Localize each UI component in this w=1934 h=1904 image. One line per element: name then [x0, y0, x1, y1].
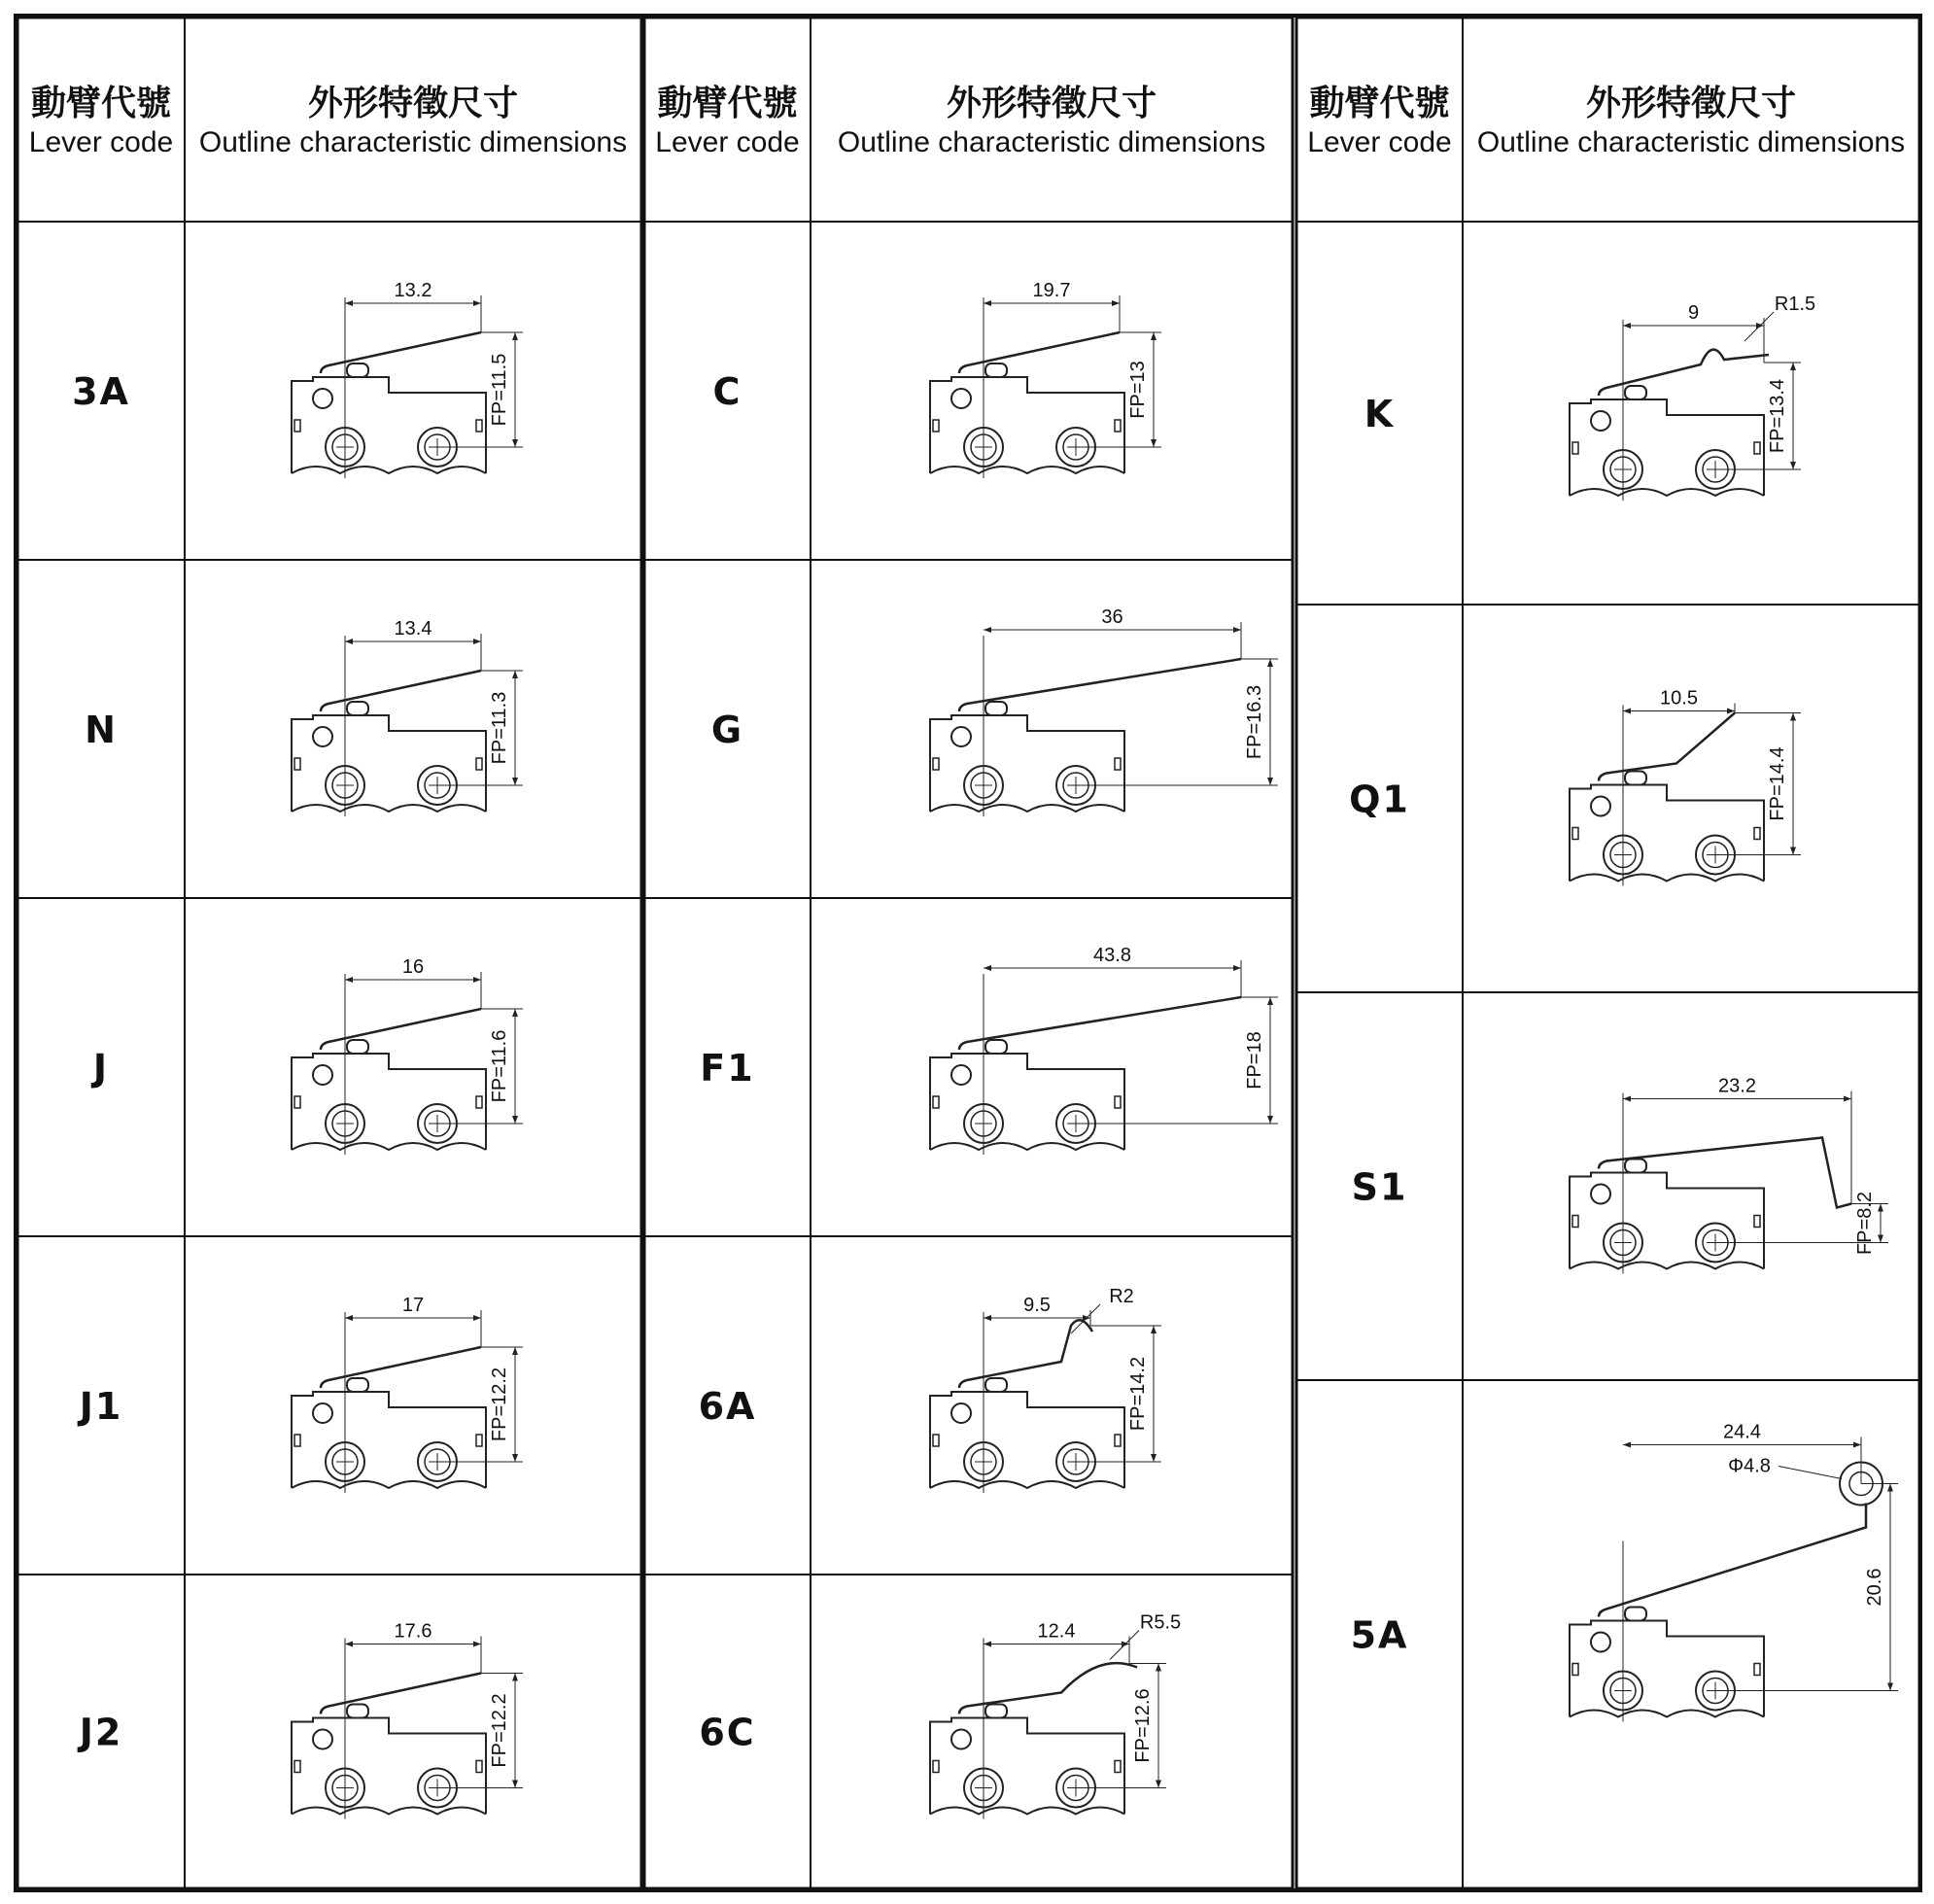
arrowhead — [512, 1009, 518, 1017]
arrowhead — [1790, 848, 1796, 855]
header-dimensions-cn: 外形特徵尺寸 — [946, 84, 1157, 123]
pivot-circle — [1591, 797, 1610, 816]
lever-arm — [1599, 1504, 1866, 1617]
side-tab — [1572, 828, 1578, 840]
arrowhead — [512, 1674, 518, 1681]
switch-outline-drawing — [930, 945, 1278, 1155]
arrowhead — [1151, 1454, 1157, 1462]
lever-code: 3A — [72, 370, 130, 413]
pivot-circle — [951, 1403, 971, 1423]
arrowhead — [345, 977, 353, 983]
plunger — [347, 1040, 368, 1054]
lever-code: Q1 — [1349, 778, 1410, 821]
body-break-line — [292, 467, 486, 473]
table-row — [699, 1286, 1161, 1493]
lever-code: C — [712, 370, 743, 413]
body-break-line — [930, 1481, 1124, 1488]
arrowhead — [1853, 1442, 1861, 1448]
switch-body — [292, 1054, 486, 1150]
side-tab — [933, 758, 939, 770]
plunger — [1625, 772, 1646, 785]
pivot-circle — [951, 1065, 971, 1085]
table-row — [77, 1621, 523, 1819]
lever-code: 6C — [699, 1711, 756, 1754]
plunger — [985, 1040, 1007, 1054]
switch-outline-drawing — [1570, 1076, 1888, 1274]
table-row — [90, 956, 523, 1155]
arrowhead — [512, 332, 518, 340]
side-tab — [294, 420, 300, 432]
table-row — [700, 945, 1278, 1155]
arrowhead — [984, 1642, 991, 1647]
arrowhead — [1887, 1683, 1893, 1691]
header-dimensions-cn: 外形特徵尺寸 — [307, 84, 519, 123]
arrowhead — [1151, 439, 1157, 447]
width-dimension-label: 43.8 — [1093, 945, 1131, 966]
switch-body — [292, 715, 486, 812]
arrowhead — [345, 1315, 353, 1321]
lever-code: G — [710, 709, 744, 751]
switch-outline-drawing — [292, 956, 523, 1155]
fp-dimension-label: FP=16.3 — [1244, 684, 1265, 760]
lever-code: K — [1364, 393, 1396, 435]
fp-dimension-label: FP=11.6 — [489, 1029, 510, 1103]
lever-code: S1 — [1351, 1165, 1408, 1209]
side-tab — [1115, 420, 1121, 432]
arrowhead — [512, 1781, 518, 1788]
pivot-circle — [1591, 1633, 1610, 1652]
arrowhead — [512, 1116, 518, 1124]
diameter-label: Φ4.8 — [1728, 1455, 1771, 1477]
arrowhead — [512, 1347, 518, 1355]
table-row — [1351, 1422, 1898, 1722]
arrowhead — [984, 1315, 991, 1321]
arrowhead — [1267, 1116, 1273, 1124]
pivot-circle — [313, 1065, 332, 1085]
column-group-3 — [1296, 17, 1919, 1888]
side-tab — [476, 758, 482, 770]
side-tab — [1572, 1216, 1578, 1228]
lever-code: J1 — [79, 1385, 123, 1428]
arrowhead — [984, 627, 991, 633]
radius-label: R2 — [1109, 1286, 1134, 1307]
body-break-line — [292, 1143, 486, 1150]
header-dimensions-cn: 外形特徵尺寸 — [1585, 84, 1797, 123]
width-dimension-label: 13.2 — [394, 280, 432, 301]
arrowhead — [984, 300, 991, 306]
arrowhead — [1112, 300, 1120, 306]
body-break-line — [292, 1481, 486, 1488]
header-lever-code-cn: 動臂代號 — [30, 84, 172, 123]
plunger — [985, 363, 1007, 377]
arrowhead — [984, 965, 991, 971]
fp-dimension-label: FP=12.6 — [1132, 1688, 1154, 1763]
width-dimension-label: 9 — [1687, 302, 1700, 324]
header-dimensions-en: Outline characteristic dimensions — [1476, 126, 1906, 158]
switch-outline-drawing — [292, 1621, 523, 1819]
body-break-line — [1570, 875, 1764, 882]
table-frame — [16, 16, 1920, 1890]
lever-arm — [959, 659, 1241, 711]
body-break-line — [1570, 489, 1764, 496]
pivot-circle — [1591, 411, 1610, 431]
group-border — [17, 17, 641, 1888]
table-row — [713, 280, 1161, 478]
arrowhead — [345, 639, 353, 644]
arrowhead — [473, 300, 481, 306]
width-dimension-label: 13.4 — [394, 618, 432, 640]
arrowhead — [1623, 709, 1631, 714]
side-tab — [476, 420, 482, 432]
plunger — [985, 1378, 1007, 1392]
table-row — [85, 618, 523, 816]
switch-outline-drawing — [1570, 688, 1801, 886]
plunger — [1625, 386, 1646, 399]
fp-dimension-label: FP=11.3 — [489, 691, 510, 765]
body-break-line — [292, 1808, 486, 1815]
switch-body — [1570, 1173, 1764, 1269]
header-lever-code-en: Lever code — [28, 126, 174, 158]
switch-body — [1570, 399, 1764, 496]
side-tab — [294, 758, 300, 770]
side-tab — [1754, 1216, 1760, 1228]
body-break-line — [930, 1143, 1124, 1150]
lever-code: 6A — [698, 1385, 757, 1428]
table-row — [699, 1612, 1181, 1819]
side-tab — [294, 1435, 300, 1446]
side-tab — [1754, 1664, 1760, 1676]
lever-code: J — [92, 1047, 110, 1090]
arrowhead — [1878, 1204, 1883, 1212]
switch-outline-drawing — [930, 606, 1278, 816]
table-row — [1364, 294, 1815, 501]
arrowhead — [1623, 323, 1631, 329]
arrowhead — [473, 639, 481, 644]
pivot-circle — [951, 389, 971, 408]
switch-outline-drawing — [292, 280, 523, 478]
fp-dimension-label: FP=11.5 — [489, 353, 510, 427]
pivot-circle — [313, 389, 332, 408]
switch-outline-drawing — [930, 280, 1161, 478]
plunger — [985, 702, 1007, 715]
fp-dimension-label: FP=12.2 — [489, 1367, 510, 1442]
header-dimensions-en: Outline characteristic dimensions — [837, 126, 1266, 158]
side-tab — [933, 1096, 939, 1108]
arrowhead — [473, 1642, 481, 1647]
width-dimension-label: 36 — [1101, 606, 1123, 628]
side-tab — [294, 1761, 300, 1773]
plunger — [347, 1378, 368, 1392]
side-tab — [1115, 1096, 1121, 1108]
arrowhead — [1790, 462, 1796, 469]
side-tab — [933, 1761, 939, 1773]
arrowhead — [1156, 1781, 1161, 1788]
arrowhead — [512, 778, 518, 785]
lever-code: N — [85, 709, 118, 751]
fp-dimension-label: FP=12.2 — [489, 1693, 510, 1768]
lever-code: F1 — [700, 1047, 755, 1090]
header-lever-code-en: Lever code — [655, 126, 800, 158]
switch-body — [1570, 1621, 1764, 1717]
arrowhead — [473, 977, 481, 983]
arrowhead — [1878, 1235, 1883, 1243]
pivot-circle — [313, 1730, 332, 1749]
side-tab — [476, 1435, 482, 1446]
fp-dimension-label: FP=14.2 — [1127, 1356, 1149, 1432]
column-group-1 — [17, 17, 641, 1888]
arrowhead — [1790, 363, 1796, 370]
header-lever-code-en: Lever code — [1307, 126, 1452, 158]
header-lever-code-cn: 動臂代號 — [1309, 84, 1450, 123]
side-tab — [1754, 442, 1760, 454]
arrowhead — [1151, 1326, 1157, 1333]
arrowhead — [1151, 332, 1157, 340]
lever-arm — [1599, 713, 1735, 781]
arrowhead — [1267, 778, 1273, 785]
side-tab — [1115, 1761, 1121, 1773]
arrowhead — [1156, 1664, 1161, 1672]
plunger — [1625, 1160, 1646, 1173]
body-break-line — [930, 1808, 1124, 1815]
arrowhead — [1623, 1096, 1631, 1102]
fp-dimension-label: 20.6 — [1864, 1568, 1885, 1607]
arrowhead — [1887, 1484, 1893, 1492]
arrowhead — [1844, 1096, 1851, 1102]
table-row — [1349, 688, 1801, 886]
side-tab — [933, 420, 939, 432]
side-tab — [1115, 1435, 1121, 1446]
width-dimension-label: 9.5 — [1023, 1295, 1051, 1316]
side-tab — [476, 1096, 482, 1108]
radius-leader — [1071, 1304, 1100, 1333]
width-dimension-label: 24.4 — [1723, 1421, 1761, 1443]
side-tab — [294, 1096, 300, 1108]
fp-dimension-label: FP=8.2 — [1854, 1191, 1876, 1256]
arrowhead — [1790, 713, 1796, 721]
width-dimension-label: 19.7 — [1032, 280, 1071, 301]
switch-outline-drawing — [1570, 294, 1815, 501]
pivot-circle — [313, 727, 332, 746]
side-tab — [476, 1761, 482, 1773]
header-lever-code-cn: 動臂代號 — [657, 84, 798, 123]
lever-arm — [959, 997, 1241, 1050]
pivot-circle — [951, 727, 971, 746]
width-dimension-label: 17.6 — [394, 1620, 432, 1643]
switch-body — [292, 1392, 486, 1488]
switch-outline-drawing — [930, 1286, 1161, 1493]
switch-outline-drawing — [292, 1295, 523, 1493]
table-row — [1352, 1076, 1888, 1274]
side-tab — [1115, 758, 1121, 770]
switch-outline-drawing — [930, 1612, 1181, 1819]
side-tab — [1572, 442, 1578, 454]
radius-leader — [1110, 1631, 1139, 1660]
width-dimension-label: 17 — [401, 1295, 425, 1316]
group-border — [644, 17, 1293, 1888]
arrowhead — [512, 671, 518, 678]
width-dimension-label: 23.2 — [1718, 1075, 1756, 1097]
width-dimension-label: 16 — [401, 956, 425, 978]
table-row — [711, 606, 1278, 816]
plunger — [985, 1705, 1007, 1718]
switch-body — [930, 715, 1124, 812]
plunger — [347, 363, 368, 377]
pivot-circle — [951, 1730, 971, 1749]
header-dimensions-en: Outline characteristic dimensions — [198, 126, 628, 158]
arrowhead — [512, 1454, 518, 1462]
side-tab — [1754, 828, 1760, 840]
fp-dimension-label: FP=13.4 — [1767, 378, 1788, 454]
body-break-line — [1570, 1263, 1764, 1269]
width-dimension-label: 10.5 — [1660, 687, 1698, 710]
side-tab — [933, 1435, 939, 1446]
switch-body — [930, 377, 1124, 473]
arrowhead — [1233, 627, 1241, 633]
diameter-leader — [1779, 1467, 1842, 1479]
side-tab — [1572, 1664, 1578, 1676]
switch-body — [930, 1054, 1124, 1150]
body-break-line — [930, 467, 1124, 473]
arrowhead — [473, 1315, 481, 1321]
width-dimension-label: 12.4 — [1037, 1620, 1076, 1643]
arrowhead — [1233, 965, 1241, 971]
switch-body — [1570, 785, 1764, 882]
plunger — [347, 1705, 368, 1718]
fp-dimension-label: FP=18 — [1244, 1031, 1265, 1090]
arrowhead — [512, 439, 518, 447]
table-row — [72, 280, 523, 478]
lever-code: J2 — [79, 1711, 123, 1754]
pivot-circle — [1591, 1185, 1610, 1204]
lever-arm — [1599, 350, 1769, 396]
switch-outline-drawing — [292, 618, 523, 816]
fp-dimension-label: FP=14.4 — [1767, 746, 1788, 821]
plunger — [1625, 1608, 1646, 1621]
body-break-line — [292, 805, 486, 812]
radius-label: R5.5 — [1139, 1611, 1182, 1634]
table-row — [77, 1295, 523, 1493]
pivot-circle — [313, 1403, 332, 1423]
arrowhead — [1267, 659, 1273, 667]
switch-body — [292, 1718, 486, 1815]
switch-outline-drawing — [1570, 1422, 1898, 1722]
switch-body — [930, 1718, 1124, 1815]
body-break-line — [1570, 1711, 1764, 1717]
switch-body — [292, 377, 486, 473]
radius-leader — [1744, 312, 1774, 341]
arrowhead — [345, 1642, 353, 1647]
arrowhead — [1623, 1442, 1631, 1448]
radius-label: R1.5 — [1774, 294, 1816, 315]
lever-arm — [959, 1320, 1092, 1388]
switch-body — [930, 1392, 1124, 1488]
fp-dimension-label: FP=13 — [1127, 361, 1149, 419]
body-break-line — [930, 805, 1124, 812]
column-group-2 — [644, 17, 1293, 1888]
lever-code: 5A — [1350, 1613, 1409, 1657]
plunger — [347, 702, 368, 715]
arrowhead — [345, 300, 353, 306]
arrowhead — [1267, 997, 1273, 1005]
